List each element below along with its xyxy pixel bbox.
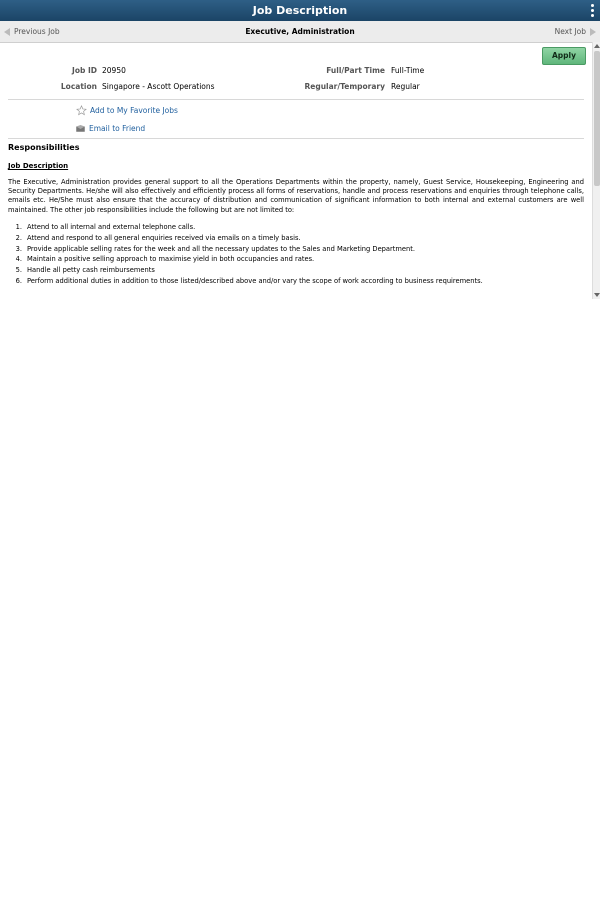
vertical-ellipsis-icon[interactable]	[588, 1, 596, 20]
vertical-scrollbar[interactable]	[592, 42, 600, 299]
location-label: Location	[60, 82, 97, 91]
divider	[8, 99, 584, 100]
email-friend-label: Email to Friend	[89, 124, 146, 133]
responsibilities-heading: Responsibilities	[8, 143, 80, 152]
list-item: 6. Perform additional duties in addition to those listed/described above and/or vary the scope of work according to business requirements.	[15, 276, 483, 285]
envelope-icon	[76, 125, 85, 132]
arrow-right-icon	[590, 28, 596, 36]
regular-temporary-value: Regular	[391, 82, 420, 91]
location-value: Singapore - Ascott Operations	[102, 82, 215, 91]
job-description-paragraph: The Executive, Administration provides general support to all the Operations Departments within the property, namely, Guest Service, Housekeeping, Engineering and Security Departments. He/she will also effectively and efficiently process all forms of reservations, handle and process reservations and enquiries through telephone calls, emails etc. He/She must also ensure that the accuracy of distribution and communication of significant information to both internal and external customers are well maintained. The other job responsibilities include the following but are not limited to:	[8, 178, 584, 214]
list-item: 2. Attend and respond to all general enquiries received via emails on a timely basis.	[15, 233, 301, 242]
divider	[8, 138, 584, 139]
email-friend-link[interactable]	[76, 124, 145, 133]
job-title: Executive, Administration	[245, 27, 355, 36]
list-item: 3. Provide applicable selling rates for the week and all the necessary updates to the Sales and Marketing Department.	[15, 244, 416, 253]
full-part-time-value: Full-Time	[391, 66, 425, 75]
add-favorite-label: Add to My Favorite Jobs	[90, 106, 178, 115]
page-title: Job Description	[252, 4, 348, 17]
apply-button[interactable]: Apply	[542, 47, 586, 65]
next-job-link[interactable]	[555, 21, 596, 42]
job-description-heading: Job Description	[8, 162, 69, 170]
next-job-label: Next Job	[554, 27, 586, 36]
previous-job-label: Previous Job	[14, 27, 60, 36]
job-detail-content	[0, 42, 592, 299]
scroll-down-arrow-icon[interactable]	[594, 293, 600, 297]
list-item: 4. Maintain a positive selling approach to maximise yield in both occupancies and rates.	[15, 255, 315, 264]
scroll-up-arrow-icon[interactable]	[594, 44, 600, 48]
scrollbar-thumb[interactable]	[594, 51, 600, 186]
job-id-value: 20950	[102, 66, 126, 75]
list-item: 1. Attend to all internal and external telephone calls.	[15, 223, 196, 231]
title-bar	[0, 0, 600, 21]
job-id-label: Job ID	[72, 66, 97, 75]
list-item: 5. Handle all petty cash reimbursements	[15, 266, 155, 275]
full-part-time-label: Full/Part Time	[326, 66, 385, 75]
regular-temporary-label: Regular/Temporary	[304, 82, 385, 91]
add-favorite-link[interactable]	[76, 105, 178, 116]
job-navigation-bar	[0, 21, 600, 43]
responsibilities-list	[8, 222, 584, 287]
star-icon	[76, 105, 87, 116]
